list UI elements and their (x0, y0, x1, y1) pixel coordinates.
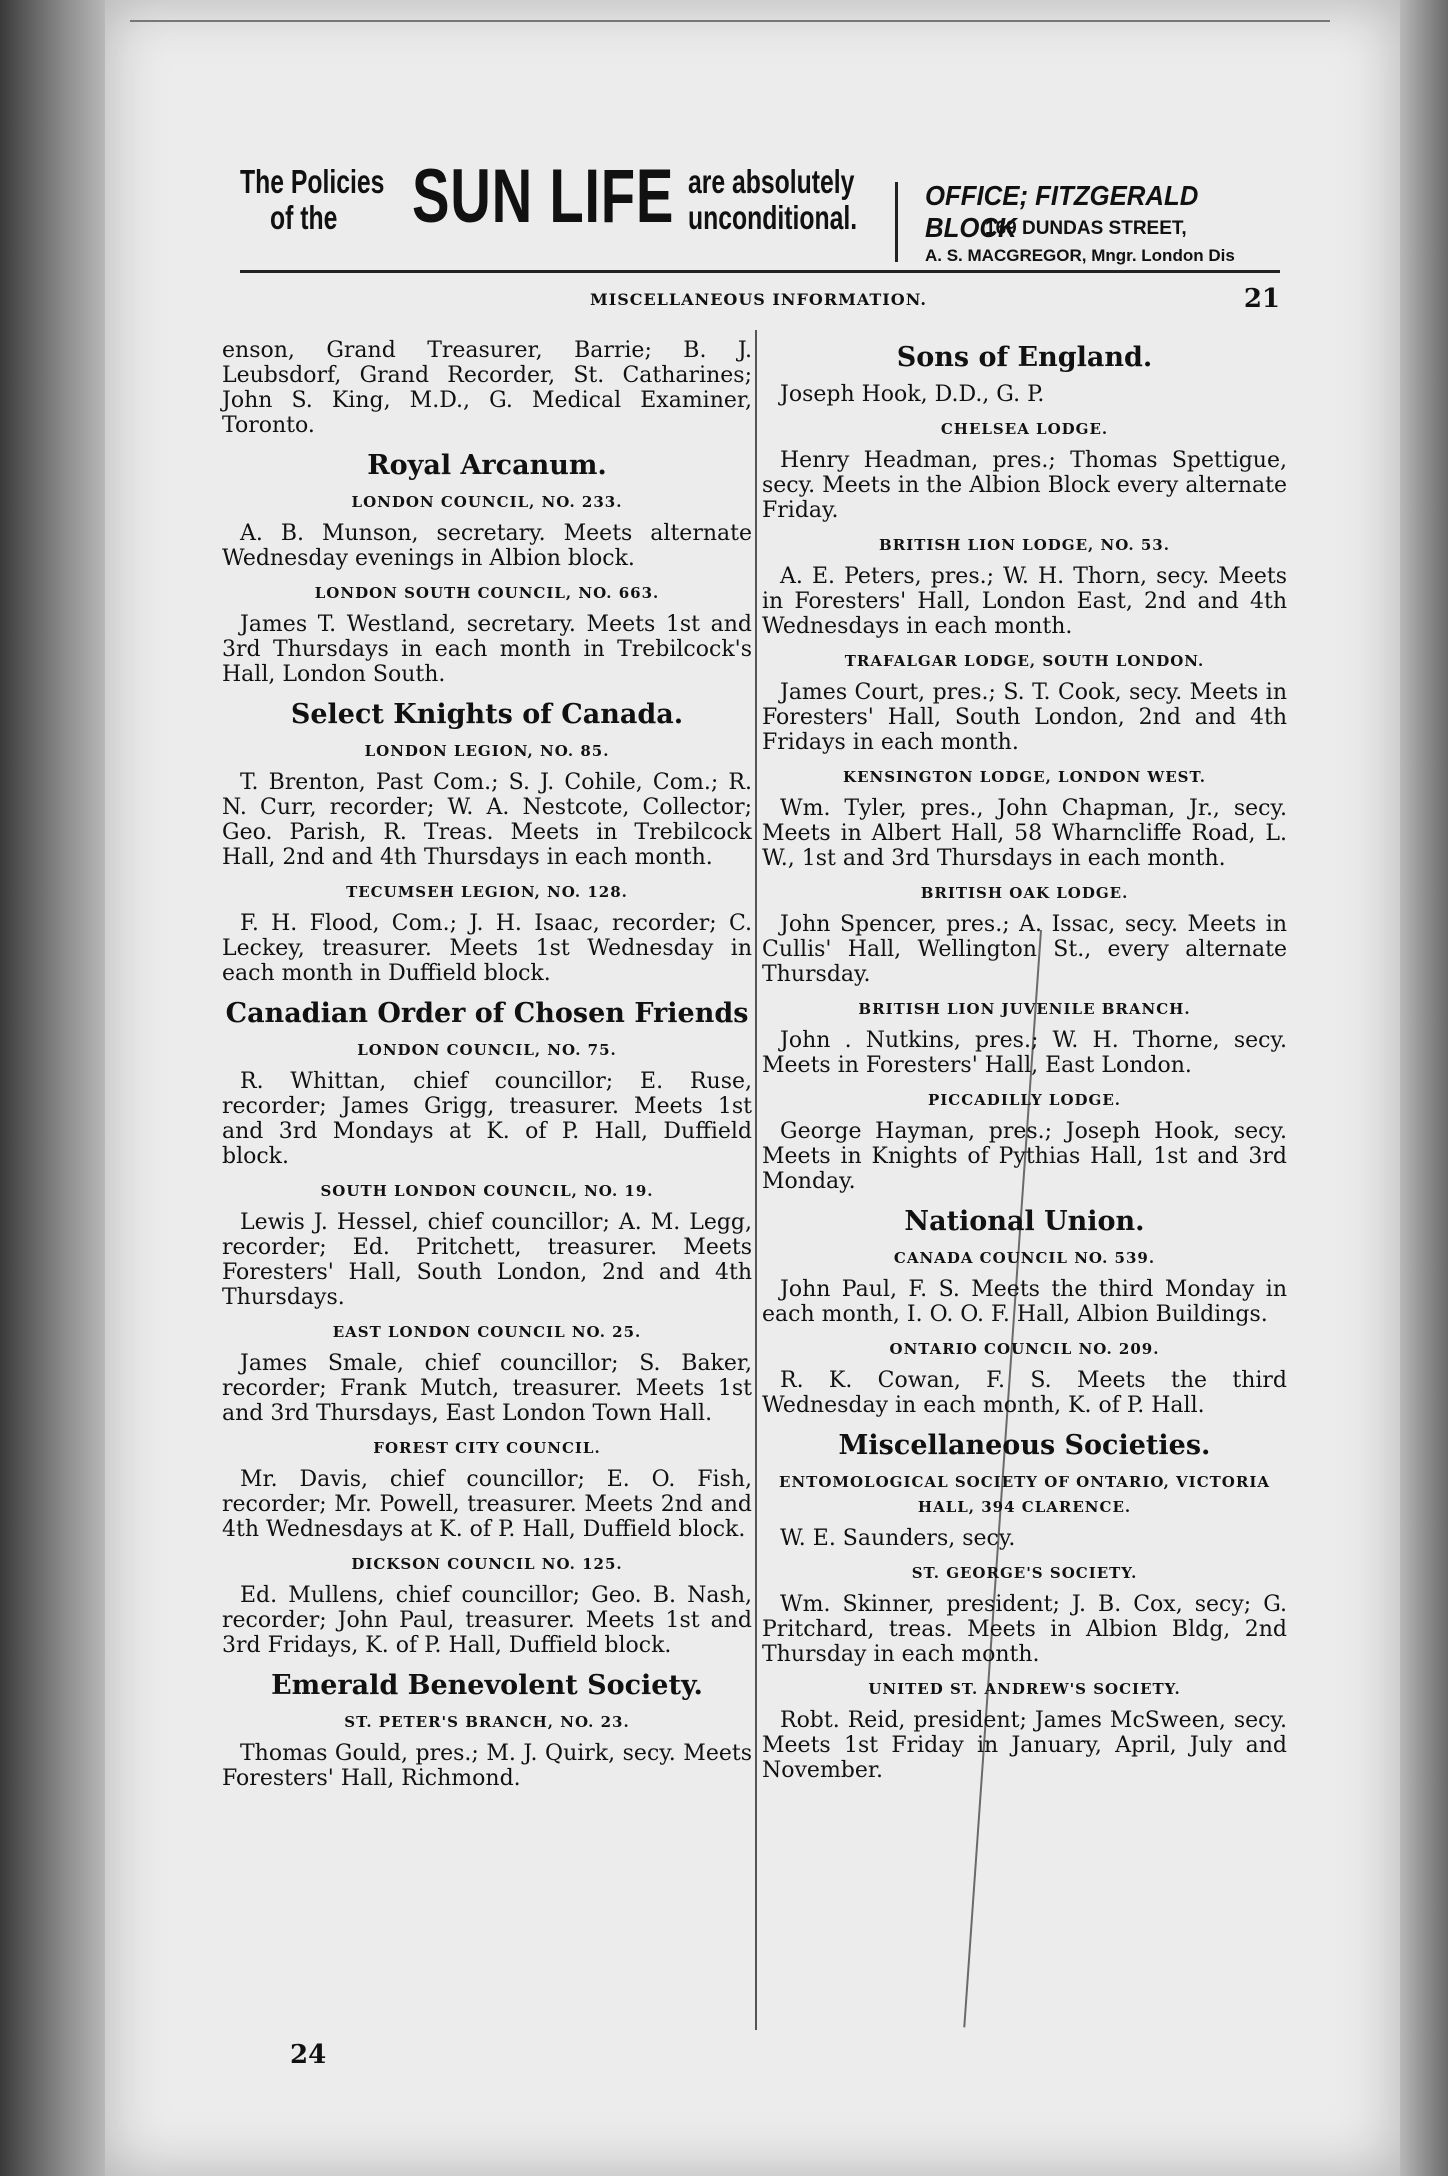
subheading-st-peters-23: ST. PETER'S BRANCH, NO. 23. (344, 1713, 630, 1731)
scan-margin-right (1400, 0, 1448, 2176)
subheading-kensington: KENSINGTON LODGE, LONDON WEST. (843, 768, 1206, 786)
entry-text: Thomas Gould, pres.; M. J. Quirk, secy. Meets Foresters' Hall, Richmond. (222, 1741, 752, 1791)
subheading-entomological: ENTOMOLOGICAL SOCIETY OF ONTARIO, VICTORIA HALL, 394 CLARENCE. (779, 1473, 1270, 1516)
subheading-london-legion-85: LONDON LEGION, NO. 85. (364, 742, 610, 760)
subheading-ontario-209: ONTARIO COUNCIL NO. 209. (889, 1340, 1160, 1358)
footer-mark: 24 (290, 2040, 327, 2070)
scan-margin-left (0, 0, 105, 2176)
subheading-tecumseh-128: TECUMSEH LEGION, NO. 128. (346, 883, 628, 901)
entry-text: Lewis J. Hessel, chief councillor; A. M. Legg, recorder; Ed. Pritchett, treasurer. Meets Foresters' Hall, South London, 2nd and 4th Thursdays. (222, 1210, 752, 1310)
ad-agent: A. S. MACGREGOR, Mngr. London Dis (925, 246, 1235, 265)
heading-sons-of-england: Sons of England. (896, 342, 1153, 373)
entry-text: T. Brenton, Past Com.; S. J. Cohile, Com.; R. N. Curr, recorder; W. A. Nestcote, Collector; Geo. Parish, R. Treas. Meets in Trebilcock Hall, 2nd and 4th Thursdays in each month. (222, 770, 752, 870)
entry-text: W. E. Saunders, secy. (780, 1526, 1016, 1551)
subheading-british-lion-53: BRITISH LION LODGE, NO. 53. (879, 536, 1170, 554)
heading-select-knights: Select Knights of Canada. (290, 699, 684, 730)
subheading-forest-city: FOREST CITY COUNCIL. (373, 1439, 601, 1457)
subheading-piccadilly: PICCADILLY LODGE. (928, 1091, 1121, 1109)
entry-text: R. K. Cowan, F. S. Meets the third Wednesday in each month, K. of P. Hall. (762, 1368, 1287, 1418)
page-title: MISCELLANEOUS INFORMATION. (590, 290, 927, 309)
entry-text: Henry Headman, pres.; Thomas Spettigue, secy. Meets in the Albion Block every alternate Friday. (762, 448, 1287, 523)
entry-text: A. B. Munson, secretary. Meets alternate Wednesday evenings in Albion block. (222, 521, 752, 571)
subheading-london-council-75: LONDON COUNCIL, NO. 75. (357, 1041, 617, 1059)
entry-text: A. E. Peters, pres.; W. H. Thorn, secy. Meets in Foresters' Hall, London East, 2nd and 4th Wednesdays in each month. (762, 564, 1287, 639)
subheading-london-council-233: LONDON COUNCIL, NO. 233. (351, 493, 623, 511)
entry-text: R. Whittan, chief councillor; E. Ruse, recorder; James Grigg, treasurer. Meets 1st and 3rd Mondays at K. of P. Hall, Duffield block. (222, 1069, 752, 1169)
ad-text-of-the: of the (270, 199, 338, 236)
entry-text: John . Nutkins, pres.; W. H. Thorne, secy. Meets in Foresters' Hall, East London. (762, 1028, 1287, 1078)
ad-divider (895, 182, 898, 262)
entry-text: Wm. Skinner, president; J. B. Cox, secy; G. Pritchard, treas. Meets in Albion Bldg, 2nd Thursday in each month. (762, 1592, 1287, 1667)
subheading-juvenile: BRITISH LION JUVENILE BRANCH. (858, 1000, 1191, 1018)
ad-brand-sun-life: SUN LIFE (412, 154, 675, 239)
ad-text-unconditional: unconditional. (688, 199, 858, 236)
page-number: 21 (1243, 284, 1280, 314)
heading-misc-societies: Miscellaneous Societies. (838, 1430, 1211, 1461)
heading-national-union: National Union. (904, 1206, 1145, 1237)
subheading-south-london-19: SOUTH LONDON COUNCIL, NO. 19. (320, 1182, 654, 1200)
subheading-british-oak: BRITISH OAK LODGE. (920, 884, 1129, 902)
entry-text: James T. Westland, secretary. Meets 1st and 3rd Thursdays in each month in Trebilcock's Hall, London South. (222, 612, 752, 687)
entry-text: John Spencer, pres.; A. Issac, secy. Meets in Cullis' Hall, Wellington St., every alternate Thursday. (762, 912, 1287, 987)
heading-chosen-friends: Canadian Order of Chosen Friends (225, 998, 749, 1029)
entry-text: Robt. Reid, president; James McSween, secy. Meets 1st Friday in January, April, July and November. (762, 1708, 1287, 1783)
running-head (240, 284, 1280, 320)
intro-paragraph: enson, Grand Treasurer, Barrie; B. J. Leubsdorf, Grand Recorder, St. Catharines; John S. King, M.D., G. Medical Examiner, Toronto. (222, 338, 752, 438)
ad-text-absolutely: are absolutely (688, 163, 855, 200)
heading-emerald: Emerald Benevolent Society. (271, 1670, 703, 1701)
left-column (222, 338, 752, 1801)
subheading-canada-539: CANADA COUNCIL NO. 539. (893, 1249, 1156, 1267)
entry-text: Ed. Mullens, chief councillor; Geo. B. Nash, recorder; John Paul, treasurer. Meets 1st and 3rd Fridays, K. of P. Hall, Duffield block. (222, 1583, 752, 1658)
entry-text: John Paul, F. S. Meets the third Monday in each month, I. O. O. F. Hall, Albion Buildings. (762, 1277, 1287, 1327)
right-column (762, 338, 1287, 1793)
entry-text: Mr. Davis, chief councillor; E. O. Fish, recorder; Mr. Powell, treasurer. Meets 2nd and 4th Wednesdays at K. of P. Hall, Duffield block. (222, 1467, 752, 1542)
subheading-st-andrew: UNITED ST. ANDREW'S SOCIETY. (868, 1680, 1181, 1698)
column-divider (755, 330, 757, 2030)
top-border (130, 20, 1330, 22)
subheading-trafalgar: TRAFALGAR LODGE, SOUTH LONDON. (844, 652, 1205, 670)
entry-text: F. H. Flood, Com.; J. H. Isaac, recorder; C. Leckey, treasurer. Meets 1st Wednesday in each month in Duffield block. (222, 911, 752, 986)
entry-text: James Smale, chief councillor; S. Baker, recorder; Frank Mutch, treasurer. Meets 1st and 3rd Thursdays, East London Town Hall. (222, 1351, 752, 1426)
subheading-dickson-125: DICKSON COUNCIL NO. 125. (351, 1555, 623, 1573)
sun-life-advertisement (240, 154, 1280, 270)
ad-text-policies: The Policies (240, 163, 385, 200)
entry-text: Wm. Tyler, pres., John Chapman, Jr., secy. Meets in Albert Hall, 58 Wharncliffe Road, L. W., 1st and 3rd Thursdays in each month. (762, 796, 1287, 871)
subheading-st-george: ST. GEORGE'S SOCIETY. (911, 1564, 1138, 1582)
ad-rule (240, 270, 1280, 273)
subheading-chelsea: CHELSEA LODGE. (940, 420, 1109, 438)
subheading-london-south-663: LONDON SOUTH COUNCIL, NO. 663. (314, 584, 660, 602)
subheading-east-london-25: EAST LONDON COUNCIL NO. 25. (332, 1323, 642, 1341)
heading-royal-arcanum: Royal Arcanum. (367, 450, 607, 481)
ad-office: OFFICE; FITZGERALD BLOCK (925, 180, 1199, 243)
ad-street: 169 DUNDAS STREET, (985, 218, 1187, 239)
entry-text: Joseph Hook, D.D., G. P. (780, 382, 1045, 407)
entry-text: James Court, pres.; S. T. Cook, secy. Meets in Foresters' Hall, South London, 2nd and 4th Fridays in each month. (762, 680, 1287, 755)
entry-text: George Hayman, pres.; Joseph Hook, secy. Meets in Knights of Pythias Hall, 1st and 3rd Monday. (762, 1119, 1287, 1194)
